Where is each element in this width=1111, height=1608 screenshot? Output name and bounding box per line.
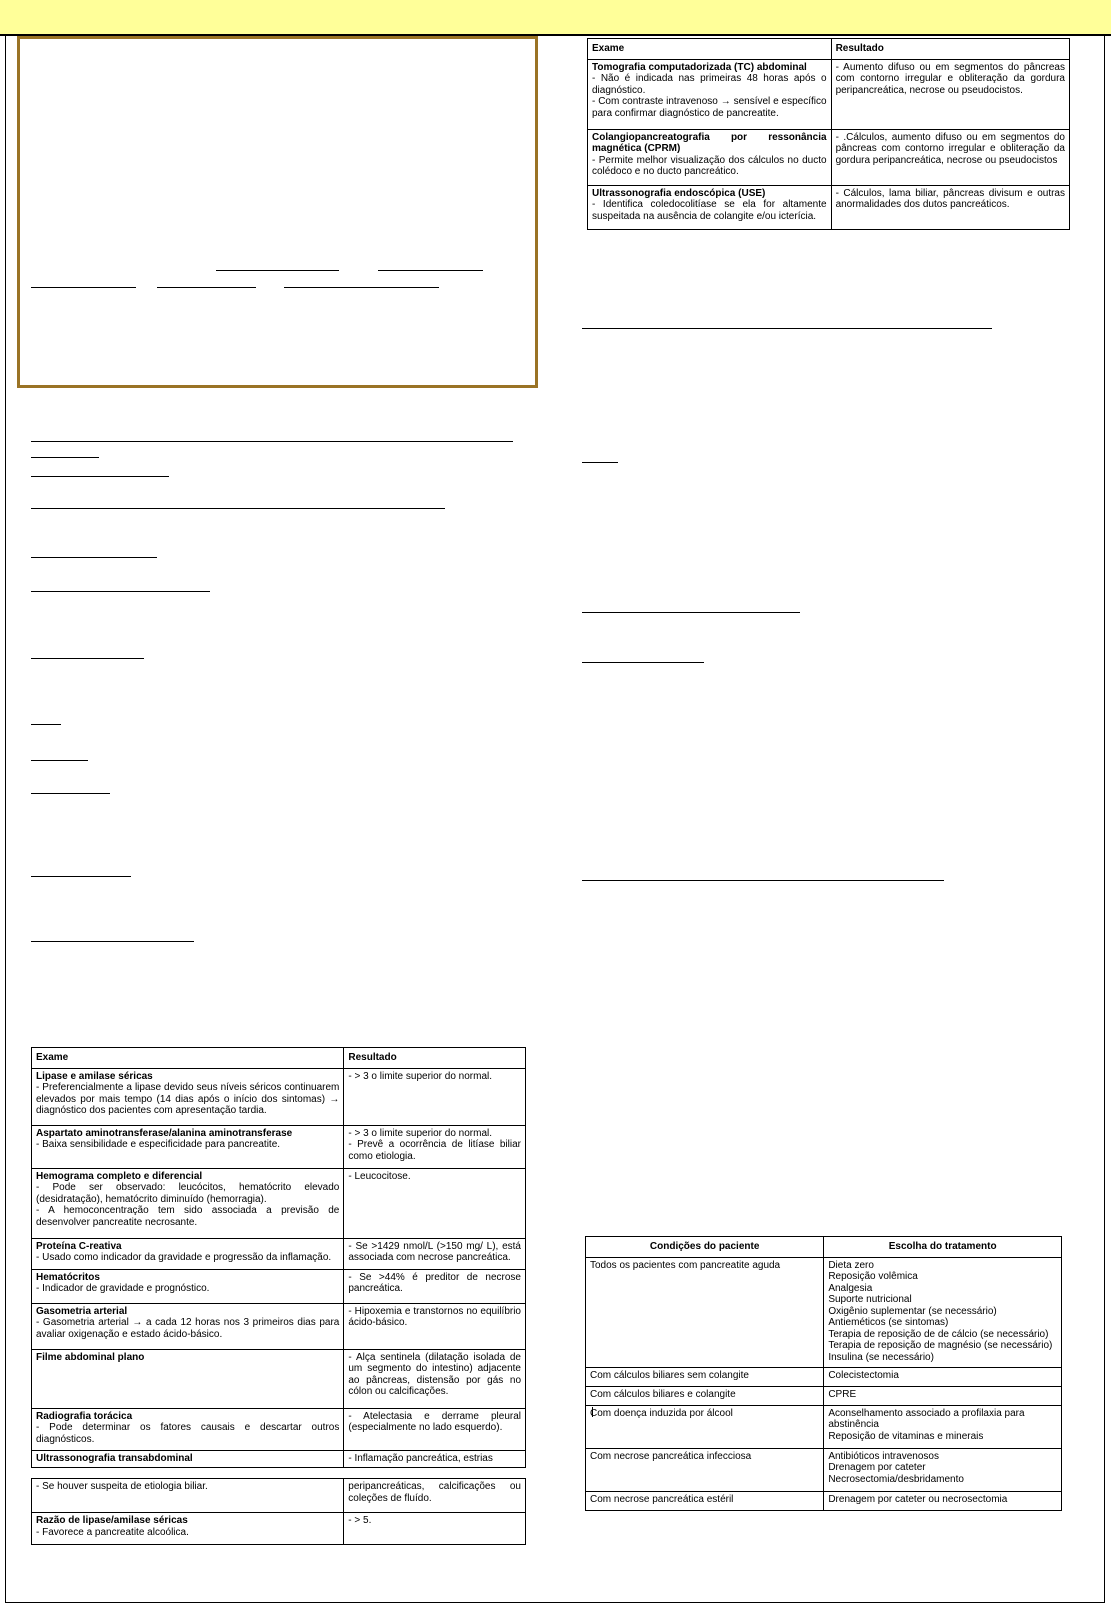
result-cell: - Hipoxemia e transtornos no equilíbrio ácido-básico. — [344, 1303, 526, 1349]
underline-rule — [31, 476, 169, 477]
table-row — [586, 1405, 1062, 1448]
lab-exams-table-continued — [31, 1478, 526, 1545]
result-cell: - Leucocitose. — [344, 1168, 526, 1238]
exam-cell — [32, 1068, 344, 1125]
underline-rule — [31, 557, 157, 558]
result-cell: - Se >44% é preditor de necrose pancreática. — [344, 1269, 526, 1303]
underline-rule — [582, 662, 704, 663]
condition-cell: Com necrose pancreática estéril — [586, 1491, 824, 1510]
treatment-item: Suporte nutricional — [828, 1294, 912, 1305]
underline-rule — [31, 658, 144, 659]
column-header: Escolha do tratamento — [824, 1237, 1062, 1258]
condition-cell: Com cálculos biliares e colangite — [586, 1386, 824, 1405]
underline-rule — [31, 441, 513, 442]
exam-cell — [588, 185, 832, 229]
exam-note: - A hemoconcentração tem sido associada a previsão de desenvolver pancreatite necrosante. — [36, 1205, 340, 1228]
result-cell: peripancreáticas, calcificações ou coleções de fluído. — [344, 1479, 526, 1513]
exam-cell — [32, 1513, 344, 1545]
table-row — [32, 1068, 526, 1125]
exam-title: Tomografia computadorizada (TC) abdominal — [592, 61, 807, 73]
table-row — [586, 1448, 1062, 1491]
exam-title: Ultrassonografia transabdominal — [36, 1452, 193, 1464]
summary-box — [17, 36, 538, 388]
exam-title: Aspartato aminotransferase/alanina aminotransferase — [36, 1127, 293, 1139]
underline-rule — [31, 941, 194, 942]
exam-cell — [588, 59, 832, 129]
exam-note: - Identifica coledocolitíase se ela for altamente suspeitada na ausência de colangite e/ou icterícia. — [592, 199, 827, 222]
condition-cell: Com necrose pancreática infecciosa — [586, 1448, 824, 1491]
column-header: Exame — [32, 1048, 344, 1069]
table-row — [32, 1303, 526, 1349]
underline-rule — [284, 287, 439, 288]
exam-note: - Gasometria arterial → a cada 12 horas nos 3 primeiros dias para avaliar oxigenação e estado ácido-básico. — [36, 1317, 340, 1340]
exam-note: - Não é indicada nas primeiras 48 horas após o diagnóstico. — [592, 73, 827, 96]
exam-note: - Se houver suspeita de etiologia biliar. — [36, 1481, 208, 1492]
result-cell: - Cálculos, lama biliar, pâncreas divisum e outras anormalidades dos dutos pancreáticos. — [831, 185, 1069, 229]
underline-rule — [31, 591, 210, 592]
treatment-cell — [824, 1491, 1062, 1510]
treatment-item: Colecistectomia — [828, 1369, 899, 1381]
treatment-item: Necrosectomia/desbridamento — [828, 1473, 964, 1485]
treatment-item: Terapia de reposição de de cálcio (se necessário) — [828, 1328, 1049, 1340]
treatment-item: Terapia de reposição de magnésio (se necessário) — [828, 1340, 1053, 1351]
exam-title: Hemograma completo e diferencial — [36, 1170, 203, 1182]
underline-rule — [31, 457, 99, 458]
treatment-item: Insulina (se necessário) — [828, 1351, 934, 1363]
lab-exams-table — [31, 1047, 526, 1468]
condition-cell: Com cálculos biliares sem colangite — [586, 1367, 824, 1386]
treatment-item: Oxigênio suplementar (se necessário) — [828, 1305, 997, 1317]
exam-cell — [32, 1303, 344, 1349]
exam-cell — [32, 1269, 344, 1303]
table-row — [588, 59, 1070, 129]
table-row — [32, 1349, 526, 1408]
underline-rule — [31, 876, 131, 877]
treatment-cell — [824, 1448, 1062, 1491]
condition-cell: Todos os pacientes com pancreatite aguda — [586, 1257, 824, 1367]
table-row — [32, 1408, 526, 1450]
exam-title: Filme abdominal plano — [36, 1351, 145, 1363]
treatment-cell — [824, 1405, 1062, 1448]
exam-cell — [32, 1125, 344, 1168]
exam-cell — [588, 129, 832, 185]
exam-cell — [32, 1238, 344, 1269]
treatment-item: Reposição volêmica — [828, 1271, 918, 1282]
underline-rule — [582, 880, 944, 881]
exam-cell — [32, 1479, 344, 1513]
exam-cell — [32, 1349, 344, 1408]
treatment-item: Antibióticos intravenosos — [828, 1450, 939, 1462]
exam-title: Radiografia torácica — [36, 1410, 133, 1422]
exam-title: Ultrassonografia endoscópica (USE) — [592, 187, 766, 199]
underline-rule — [31, 760, 88, 761]
treatment-item: Dieta zero — [828, 1259, 874, 1271]
column-header: Exame — [588, 39, 832, 60]
header-band — [0, 0, 1111, 36]
exam-note: - Baixa sensibilidade e especificidade para pancreatite. — [36, 1139, 281, 1150]
exam-note: - Com contraste intravenoso → sensível e específico para confirmar diagnóstico de pancreatite. — [592, 96, 827, 119]
result-cell: - Inflamação pancreática, estrias — [344, 1450, 526, 1467]
exam-title: Gasometria arterial — [36, 1305, 128, 1317]
treatment-cell — [824, 1386, 1062, 1405]
treatment-item: Reposição de vitaminas e minerais — [828, 1430, 984, 1442]
exam-title: Razão de lipase/amilase séricas — [36, 1515, 188, 1526]
table-row — [32, 1168, 526, 1238]
treatment-item: Antieméticos (se sintomas) — [828, 1317, 949, 1328]
exam-cell — [32, 1450, 344, 1467]
exam-cell — [32, 1408, 344, 1450]
table-row — [586, 1257, 1062, 1367]
exam-note: - Indicador de gravidade e prognóstico. — [36, 1283, 210, 1294]
exam-title: Hematócritos — [36, 1271, 100, 1283]
table-header-row — [32, 1048, 526, 1069]
exam-note: - Preferencialmente a lipase devido seus níveis séricos continuarem elevados por mais tempo (14 dias após o início dos sintomas) → diagnóstico dos pacientes com apresentação tardia. — [36, 1082, 340, 1116]
treatment-table — [585, 1236, 1062, 1511]
result-cell: - Alça sentinela (dilatação isolada de um segmento do intestino) adjacente ao pâncreas, distensão por gás no cólon ou calcificações. — [344, 1349, 526, 1408]
underline-rule — [31, 724, 61, 725]
table-row — [586, 1367, 1062, 1386]
exam-note: - Pode determinar os fatores causais e descartar outros diagnósticos. — [36, 1422, 340, 1445]
table-row — [32, 1238, 526, 1269]
treatment-item: CPRE — [828, 1388, 857, 1400]
treatment-item: Analgesia — [828, 1282, 873, 1294]
exam-note: - Pode ser observado: leucócitos, hematócrito elevado (desidratação), hematócrito diminuído (hemorragia). — [36, 1182, 340, 1205]
exam-note: - Permite melhor visualização dos cálculos no ducto colédoco e no ducto pancreático. — [592, 154, 827, 177]
imaging-exams-table — [587, 38, 1070, 230]
underline-rule — [31, 508, 445, 509]
table-row — [32, 1125, 526, 1168]
table-header-row — [588, 39, 1070, 60]
exam-title: Lipase e amilase séricas — [36, 1070, 153, 1082]
treatment-item: Drenagem por cateter ou necrosectomia — [828, 1493, 1008, 1505]
underline-rule — [582, 328, 992, 329]
treatment-cell — [824, 1257, 1062, 1367]
result-cell: - Se >1429 nmol/L (>150 mg/ L), está associada com necrose pancreática. — [344, 1238, 526, 1269]
result-cell: - Atelectasia e derrame pleural (especialmente no lado esquerdo). — [344, 1408, 526, 1450]
column-header: Resultado — [344, 1048, 526, 1069]
underline-rule — [582, 462, 618, 463]
table-row — [32, 1513, 526, 1545]
table-header-row — [586, 1237, 1062, 1258]
result-cell: - > 3 o limite superior do normal. — [344, 1068, 526, 1125]
exam-cell — [32, 1168, 344, 1238]
column-header: Resultado — [831, 39, 1069, 60]
table-row — [588, 129, 1070, 185]
condition-cell: Com doença induzida por álcool — [586, 1405, 824, 1448]
table-row — [32, 1450, 526, 1467]
underline-rule — [31, 287, 136, 288]
table-row — [32, 1269, 526, 1303]
underline-rule — [378, 270, 483, 271]
table-row — [586, 1491, 1062, 1510]
result-cell: - > 5. — [344, 1513, 526, 1545]
result-cell: - Aumento difuso ou em segmentos do pâncreas com contorno irregular e obliteração da gordura peripancreática, necrose ou pseudocistos. — [831, 59, 1069, 129]
exam-note: - Usado como indicador da gravidade e progressão da inflamação. — [36, 1252, 332, 1263]
result-cell: - > 3 o limite superior do normal. - Prevê a ocorrência de litíase biliar como etiologia. — [344, 1125, 526, 1168]
underline-rule — [582, 612, 800, 613]
exam-title: Proteína C-reativa — [36, 1240, 122, 1252]
treatment-cell — [824, 1367, 1062, 1386]
underline-rule — [216, 270, 339, 271]
table-row — [32, 1479, 526, 1513]
column-header: Condições do paciente — [586, 1237, 824, 1258]
table-row — [588, 185, 1070, 229]
exam-title: Colangiopancreatografia por ressonância magnética (CPRM) — [592, 131, 827, 154]
underline-rule — [157, 287, 256, 288]
underline-rule — [31, 793, 110, 794]
result-cell: - .Cálculos, aumento difuso ou em segmentos do pâncreas com contorno irregular e obliteração da gordura peripancreática, necrose ou pseudocistos — [831, 129, 1069, 185]
exam-note: - Favorece a pancreatite alcoólica. — [36, 1526, 189, 1538]
table-row — [586, 1386, 1062, 1405]
treatment-item: Aconselhamento associado a profilaxia para abstinência — [828, 1407, 1025, 1430]
treatment-item: Drenagem por cateter — [828, 1462, 926, 1473]
